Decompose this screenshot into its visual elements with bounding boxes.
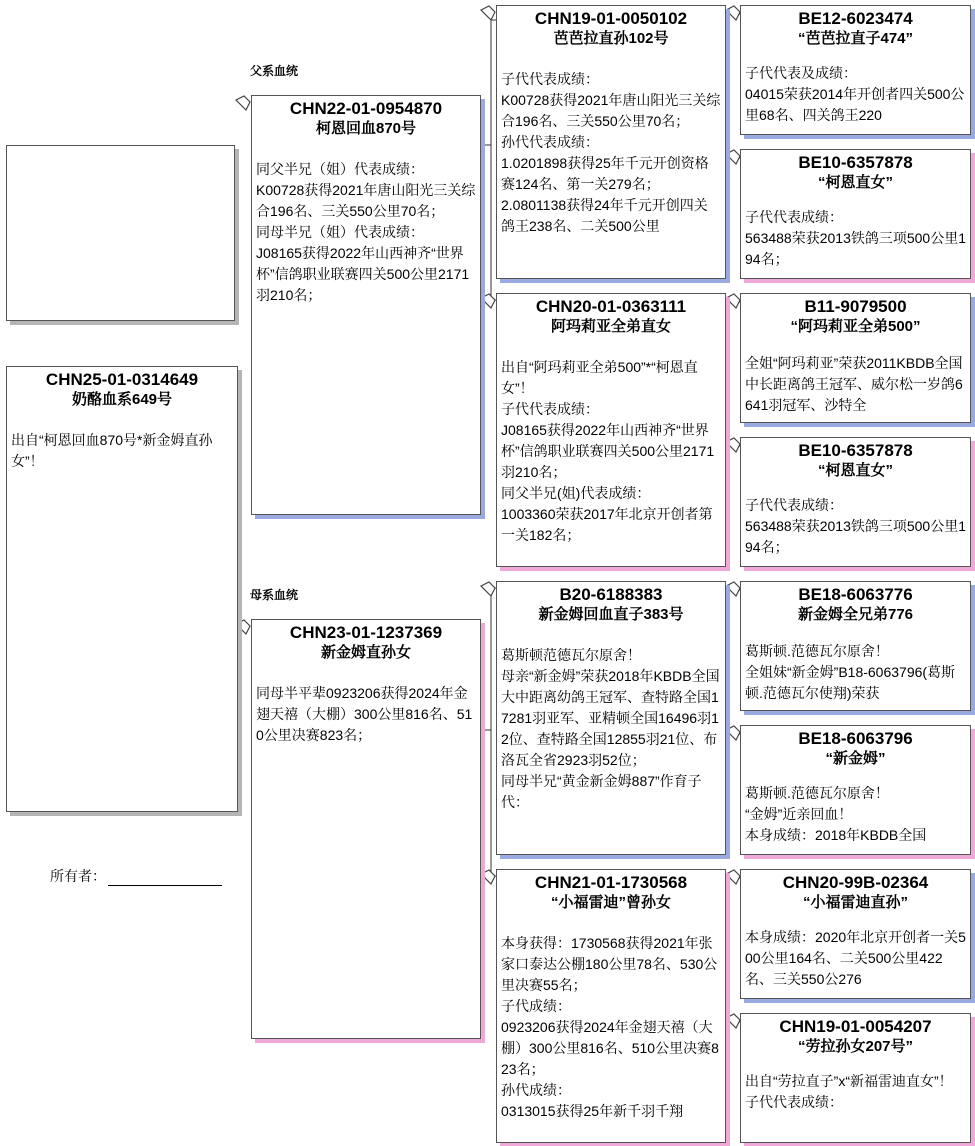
gen3-desc: 出自“阿玛莉亚全弟500”*“柯恩直女”！ 子代代表成绩： J08165获得2022年山西神齐“世界杯”信鸽职业联赛四关500公里2171羽210名； 同父半兄(姐)代表成绩： 1003360荣获2017年北京开创者第一关182名；: [501, 359, 715, 543]
gen4-desc: 子代代表成绩： 563488荣获2013铁鸽三项500公里194名；: [745, 497, 967, 555]
gen4-desc: 葛斯顿.范德瓦尔原舍！ “金姆”近亲回血！ 本身成绩：2018年KBDB全国: [745, 785, 927, 843]
gen3-desc: 本身获得：1730568获得2021年张家口泰达公棚180公里78名、530公里决赛55名； 子代成绩： 0923206获得2024年金翅天禧（大棚）300公里816名、510公里决赛823名； 孙代成绩： 0313015获得25年新千羽千翔: [501, 935, 719, 1119]
gen4-ring: BE18-6063796: [798, 729, 913, 748]
sire-ring: CHN22-01-0954870: [289, 99, 443, 118]
gen3-card-sire-sire: [496, 5, 726, 279]
subject-ring: CHN25-01-0314649: [45, 370, 199, 389]
gen3-card-dam-sire: [496, 581, 726, 855]
gen4-ring: CHN19-01-0054207: [779, 1017, 932, 1036]
owner-field: [50, 866, 222, 886]
dam-ring: CHN23-01-1237369: [289, 623, 443, 642]
subject-desc: 出自“柯恩回血870号*新金姆直孙女”！: [11, 432, 213, 469]
subject-name: 奶酪血系649号: [71, 391, 173, 408]
gen4-name: “柯恩直女”: [817, 462, 893, 479]
gen4-desc: 全姐“阿玛莉亚”荣获2011KBDB全国中长距离鸽王冠军、威尔松一岁鸽6641羽冠军、沙特全: [745, 355, 963, 413]
gen4-ring: BE10-6357878: [798, 153, 913, 172]
gen4-ring: B11-9079500: [804, 297, 907, 316]
dam-desc: 同母半平辈0923206获得2024年金翅天禧（大棚）300公里816名、510公里决赛823名；: [256, 685, 473, 743]
gen4-desc: 子代代表及成绩： 04015荣获2014年开创者四关500公里68名、四关鸽王220: [745, 65, 965, 123]
gen4-desc: 子代代表成绩： 563488荣获2013铁鸽三项500公里194名；: [745, 209, 967, 267]
gen4-name: “劳拉孙女207号”: [797, 1038, 914, 1055]
gen4-card-8: [740, 1013, 971, 1143]
gen4-ring: BE10-6357878: [798, 441, 913, 460]
paternal-label: 父系血统: [250, 64, 299, 78]
subject-card: [6, 366, 238, 812]
gen3-ring: CHN20-01-0363111: [535, 297, 687, 316]
gen4-card-4: [740, 437, 971, 567]
gen4-name: 新金姆全兄弟776: [797, 606, 914, 623]
gen3-name: 新金姆回血直子383号: [538, 606, 684, 623]
gen4-desc: 葛斯顿.范德瓦尔原舍！ 全姐妹“新金姆”B18-6063796(葛斯顿.范德瓦尔使翔)荣获: [745, 643, 956, 701]
sire-desc: 同父半兄（姐）代表成绩： K00728获得2021年唐山阳光三关综合196名、三关550公里70名； 同母半兄（姐）代表成绩： J08165获得2022年山西神齐“世界杯”信鸽职业联赛四关500公里2171羽210名；: [256, 161, 476, 303]
gen3-card-sire-dam: [496, 293, 726, 567]
gen3-ring: CHN19-01-0050102: [534, 9, 688, 28]
gen4-card-1: [740, 5, 971, 135]
gen3-ring: B20-6188383: [559, 585, 663, 604]
gen4-card-7: [740, 869, 971, 999]
gen4-name: “柯恩直女”: [817, 174, 893, 191]
owner-label: 所有者：: [50, 868, 106, 884]
dam-card: [251, 619, 481, 1039]
gen3-name: 阿玛莉亚全弟直女: [550, 318, 671, 335]
gen4-name: “新金姆”: [825, 750, 886, 767]
maternal-label: 母系血统: [250, 588, 299, 602]
gen4-card-2: [740, 149, 971, 279]
gen3-desc: 子代代表成绩： K00728获得2021年唐山阳光三关综合196名、三关550公里70名； 孙代代表成绩： 1.0201898获得25年千元开创资格赛124名、第一关279名； 2.0801138获得24年千元开创四关鸽王238名、二关500公里: [501, 71, 721, 234]
gen3-name: “小福雷迪”曾孙女: [550, 894, 671, 911]
dam-name: 新金姆直孙女: [320, 644, 411, 661]
gen4-desc: 本身成绩：2020年北京开创者一关500公里164名、二关500公里422名、三关550公276: [745, 929, 966, 987]
gen4-ring: CHN20-99B-02364: [782, 873, 929, 892]
gen4-name: “芭芭拉直子474”: [797, 30, 914, 47]
owner-line: [108, 871, 222, 886]
gen3-name: 芭芭拉直孙102号: [553, 30, 669, 47]
gen4-name: “小福雷迪直孙”: [802, 894, 908, 911]
gen4-desc: 出自“劳拉直子”x“新福雷迪直女”！ 子代代表成绩：: [745, 1073, 953, 1110]
gen3-desc: 葛斯顿范德瓦尔原舍！ 母亲“新金姆”荣获2018年KBDB全国大中距离幼鸽王冠军、查特路全国17281羽亚军、亚精顿全国16496羽12位、查特路全国12855羽21位、布洛瓦全省2923羽52位； 同母半兄“黄金新金姆887”作育子代：: [501, 647, 720, 810]
gen4-ring: BE12-6023474: [798, 9, 913, 28]
gen3-ring: CHN21-01-1730568: [534, 873, 688, 892]
gen4-name: “阿玛莉亚全弟500”: [790, 318, 921, 335]
gen4-card-5: [740, 581, 971, 711]
gen3-card-dam-dam: [496, 869, 726, 1143]
gen4-card-3: [740, 293, 971, 423]
gen4-ring: BE18-6063776: [798, 585, 913, 604]
photo-box: [6, 145, 235, 321]
sire-name: 柯恩回血870号: [315, 120, 417, 137]
gen4-card-6: [740, 725, 971, 855]
sire-card: [251, 95, 481, 515]
